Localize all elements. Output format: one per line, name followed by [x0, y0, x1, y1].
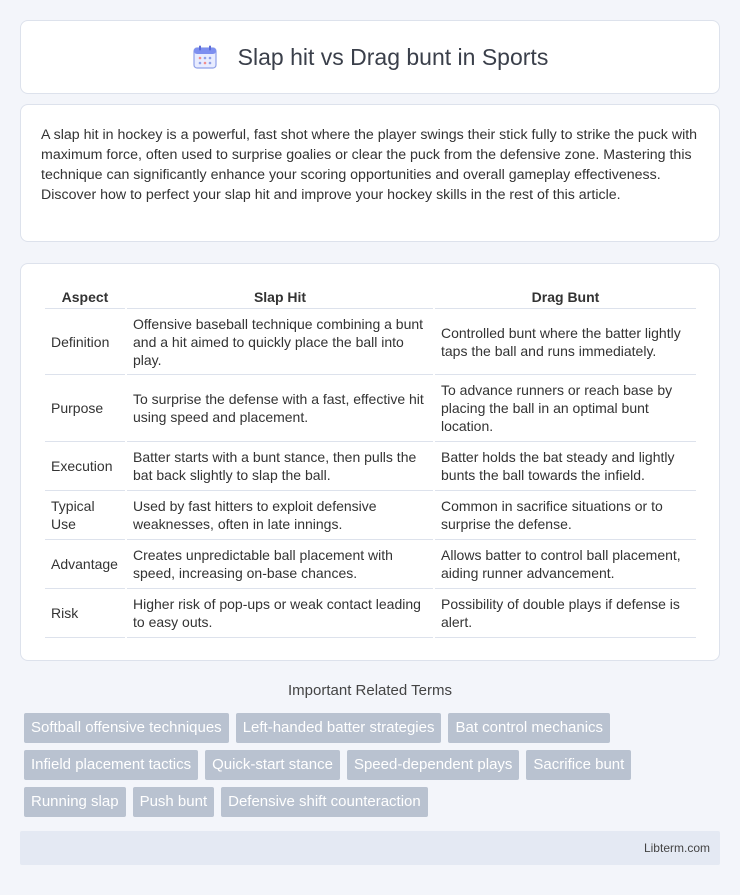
cell-slap-hit: To surprise the defense with a fast, effective hit using speed and placement. — [127, 375, 433, 442]
related-term-tag[interactable]: Left-handed batter strategies — [236, 713, 442, 743]
related-term-tag[interactable]: Quick-start stance — [205, 750, 340, 780]
title-card — [20, 20, 720, 94]
cell-slap-hit: Offensive baseball technique combining a bunt and a hit aimed to quickly place the ball into play. — [127, 309, 433, 375]
cell-drag-bunt: To advance runners or reach base by placing the ball in an optimal bunt location. — [435, 375, 696, 442]
cell-aspect: Purpose — [45, 375, 125, 442]
intro-paragraph: A slap hit in hockey is a powerful, fast shot where the player swings their stick fully to strike the puck with maximum force, often used to surprise goalies or clear the puck from the defensive zone. Mastering this technique can significantly enhance your scoring opportunities and overall gameplay effectiveness. Discover how to perfect your slap hit and improve your hockey skills in the rest of this article. — [41, 127, 698, 203]
cell-drag-bunt: Allows batter to control ball placement, aiding runner advancement. — [435, 540, 696, 589]
column-header-drag-bunt: Drag Bunt — [435, 284, 696, 309]
table-header-row — [45, 284, 696, 309]
cell-slap-hit: Used by fast hitters to exploit defensive weaknesses, often in late innings. — [127, 491, 433, 540]
comparison-table — [43, 284, 698, 638]
cell-aspect: Execution — [45, 442, 125, 491]
related-term-tag[interactable]: Push bunt — [133, 787, 215, 817]
footer — [20, 831, 720, 865]
related-terms-heading: Important Related Terms — [288, 682, 452, 699]
cell-aspect: Advantage — [45, 540, 125, 589]
cell-drag-bunt: Common in sacrifice situations or to surprise the defense. — [435, 491, 696, 540]
table-row — [45, 309, 696, 375]
cell-aspect: Definition — [45, 309, 125, 375]
cell-aspect: Typical Use — [45, 491, 125, 540]
cell-drag-bunt: Possibility of double plays if defense is alert. — [435, 589, 696, 638]
cell-drag-bunt: Controlled bunt where the batter lightly taps the ball and runs immediately. — [435, 309, 696, 375]
table-row — [45, 540, 696, 589]
comparison-table-card — [20, 263, 720, 661]
related-term-tag[interactable]: Infield placement tactics — [24, 750, 198, 780]
table-row — [45, 491, 696, 540]
related-term-tag[interactable]: Speed-dependent plays — [347, 750, 519, 780]
column-header-slap-hit: Slap Hit — [127, 284, 433, 309]
cell-slap-hit: Batter starts with a bunt stance, then pulls the bat back slightly to slap the ball. — [127, 442, 433, 491]
cell-slap-hit: Higher risk of pop-ups or weak contact leading to easy outs. — [127, 589, 433, 638]
calendar-icon — [192, 44, 218, 70]
table-row — [45, 589, 696, 638]
related-term-tag[interactable]: Sacrifice bunt — [526, 750, 631, 780]
cell-drag-bunt: Batter holds the bat steady and lightly bunts the ball towards the infield. — [435, 442, 696, 491]
footer-site-link[interactable]: Libterm.com — [643, 841, 710, 855]
table-row — [45, 442, 696, 491]
related-term-tag[interactable]: Defensive shift counteraction — [221, 787, 428, 817]
related-terms-list — [24, 713, 724, 817]
related-term-tag[interactable]: Softball offensive techniques — [24, 713, 229, 743]
table-row — [45, 375, 696, 442]
page-title: Slap hit vs Drag bunt in Sports — [237, 43, 549, 70]
intro-card — [20, 104, 720, 242]
related-term-tag[interactable]: Bat control mechanics — [448, 713, 610, 743]
related-term-tag[interactable]: Running slap — [24, 787, 126, 817]
cell-aspect: Risk — [45, 589, 125, 638]
cell-slap-hit: Creates unpredictable ball placement with speed, increasing on-base chances. — [127, 540, 433, 589]
column-header-aspect: Aspect — [45, 284, 125, 309]
